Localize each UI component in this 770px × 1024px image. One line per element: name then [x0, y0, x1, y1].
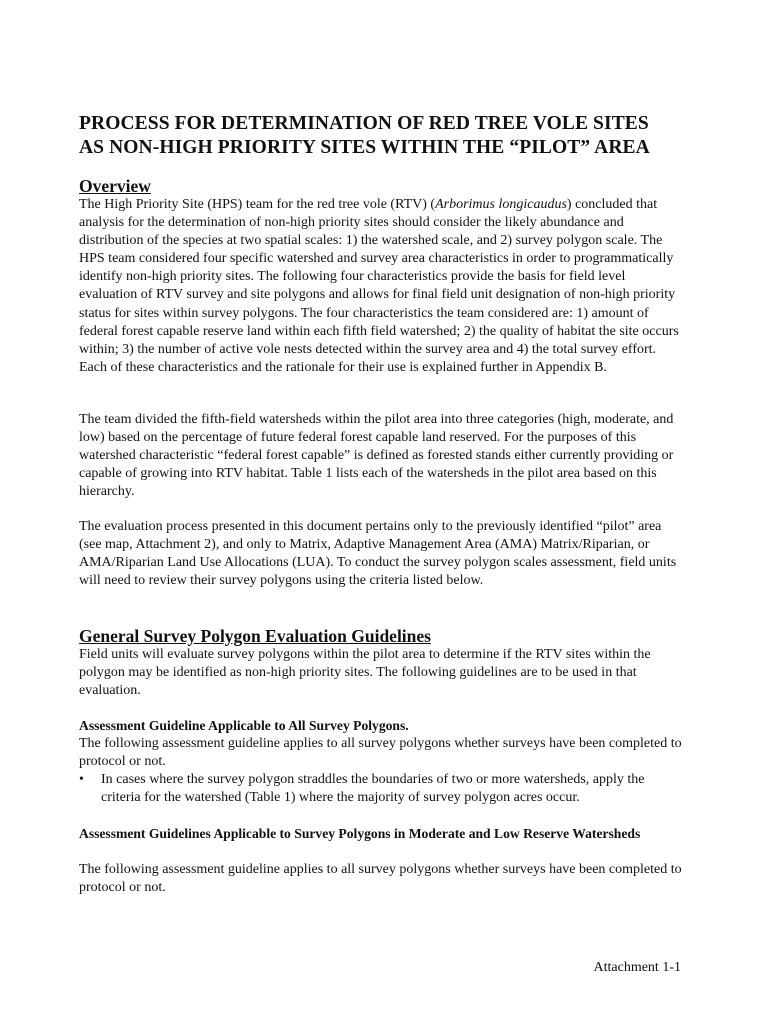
title-line-1: PROCESS FOR DETERMINATION OF RED TREE VOLE SITES [79, 113, 649, 134]
overview-paragraph-1 [79, 196, 683, 377]
assessment-paragraph-2: The following assessment guideline applies to all survey polygons whether surveys have been completed to protocol or not. [79, 862, 682, 896]
overview-paragraph-3: The evaluation process presented in this document pertains only to the previously identified “pilot” area (see map, Attachment 2), and only to Matrix, Adaptive Management Area (AMA) Matrix/Riparian, or AMA/Riparian Land Use Allocations (LUA). To conduct the survey polygon scales assessment, field units will need to review their survey polygons using the criteria listed below. [79, 519, 677, 589]
overview-paragraph-2: The team divided the fifth-field watersheds within the pilot area into three categories (high, moderate, and low) based on the percentage of future federal forest capable land reserved. For the purposes of this watershed characteristic “federal forest capable” is defined as forested stands either currently providing or capable of growing into RTV habitat. Table 1 lists each of the watersheds in the pilot area based on this hierarchy. [79, 412, 674, 500]
overview-heading: Overview [79, 176, 151, 196]
assessment-paragraph-1: The following assessment guideline applies to all survey polygons whether surveys have been completed to protocol or not. [79, 736, 682, 770]
bullet-icon: • [79, 772, 84, 787]
assessment-subheading-2: Assessment Guidelines Applicable to Survey Polygons in Moderate and Low Reserve Watersheds [79, 826, 641, 841]
bullet-text: In cases where the survey polygon straddles the boundaries of two or more watersheds, apply the criteria for the watershed (Table 1) where the majority of survey polygon acres occur. [101, 772, 645, 806]
page-footer: Attachment 1-1 [593, 960, 681, 975]
document-title [79, 112, 719, 160]
title-line-2: AS NON-HIGH PRIORITY SITES WITHIN THE “PILOT” AREA [79, 137, 650, 158]
species-name: Arborimus longicaudus [435, 197, 567, 212]
guidelines-heading: General Survey Polygon Evaluation Guidelines [79, 626, 431, 646]
overview-p1-end: ) concluded that analysis for the determination of non-high priority sites should consider the likely abundance and distribution of the species at two spatial scales: 1) the watershed scale, and 2) survey polygon scale. The HPS team considered four specific watershed and survey area characteristics in order to programmatically identify non-high priority sites. The following four characteristics provide the basis for field level evaluation of RTV survey and site polygons and allows for final field unit designation of non-high priority status for sites within survey polygons. The four characteristics the team considered are: 1) amount of federal forest capable reserve land within each fifth field watershed; 2) the quality of habitat the site occurs within; 3) the number of active vole nests detected within the survey area and 4) the total survey effort. Each of these characteristics and the rationale for their use is explained further in Appendix B. [79, 197, 679, 375]
overview-p1-start: The High Priority Site (HPS) team for the red tree vole (RTV) ( [79, 197, 436, 212]
assessment-subheading-1: Assessment Guideline Applicable to All Survey Polygons. [79, 718, 409, 733]
guidelines-paragraph: Field units will evaluate survey polygons within the pilot area to determine if the RTV sites within the polygon may be identified as non-high priority sites. The following guidelines are to be used in that evaluation. [79, 647, 651, 699]
